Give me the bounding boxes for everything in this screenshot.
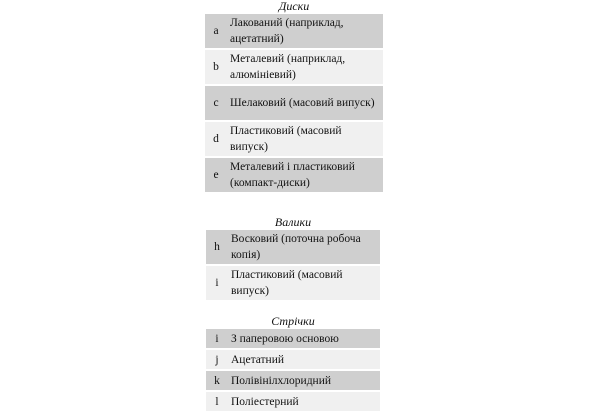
row-text: Лакований (наприклад, ацетатний)	[227, 14, 383, 48]
table-row	[205, 122, 383, 156]
row-code: a	[205, 14, 227, 48]
table-row	[205, 158, 383, 192]
disks-table	[205, 12, 383, 194]
row-text: Пластиковий (масовий випуск)	[227, 122, 383, 156]
row-code: b	[205, 50, 227, 84]
rollers-table	[206, 228, 380, 302]
row-code: k	[206, 371, 228, 390]
table-row	[206, 329, 380, 348]
tapes-section	[206, 315, 380, 413]
row-code: i	[206, 266, 228, 300]
row-text: З паперовою основою	[228, 329, 380, 348]
row-text: Металевий (наприклад, алюмініевий)	[227, 50, 383, 84]
rollers-section	[206, 216, 380, 302]
row-code: j	[206, 350, 228, 369]
disks-section	[205, 0, 383, 194]
row-code: c	[205, 86, 227, 120]
table-row	[206, 392, 380, 411]
row-text: Ацетатний	[228, 350, 380, 369]
row-text: Поліестерний	[228, 392, 380, 411]
row-text: Металевий і пластиковий (компакт-диски)	[227, 158, 383, 192]
table-row	[205, 50, 383, 84]
table-row	[205, 86, 383, 120]
rollers-title: Валики	[274, 215, 312, 229]
row-text: Полівінілхлоридний	[228, 371, 380, 390]
row-code: l	[206, 392, 228, 411]
table-row	[206, 350, 380, 369]
table-row	[206, 230, 380, 264]
tapes-table	[206, 327, 380, 413]
row-code: h	[206, 230, 228, 264]
row-text: Пластиковий (масовий випуск)	[228, 266, 380, 300]
tapes-title: Стрічки	[271, 314, 315, 328]
row-code: i	[206, 329, 228, 348]
row-code: e	[205, 158, 227, 192]
table-row	[206, 266, 380, 300]
row-text: Шелаковий (масовий випуск)	[227, 86, 383, 120]
table-row	[206, 371, 380, 390]
disks-title: Диски	[278, 0, 310, 13]
row-code: d	[205, 122, 227, 156]
table-row	[205, 14, 383, 48]
row-text: Восковий (поточна робоча копія)	[228, 230, 380, 264]
